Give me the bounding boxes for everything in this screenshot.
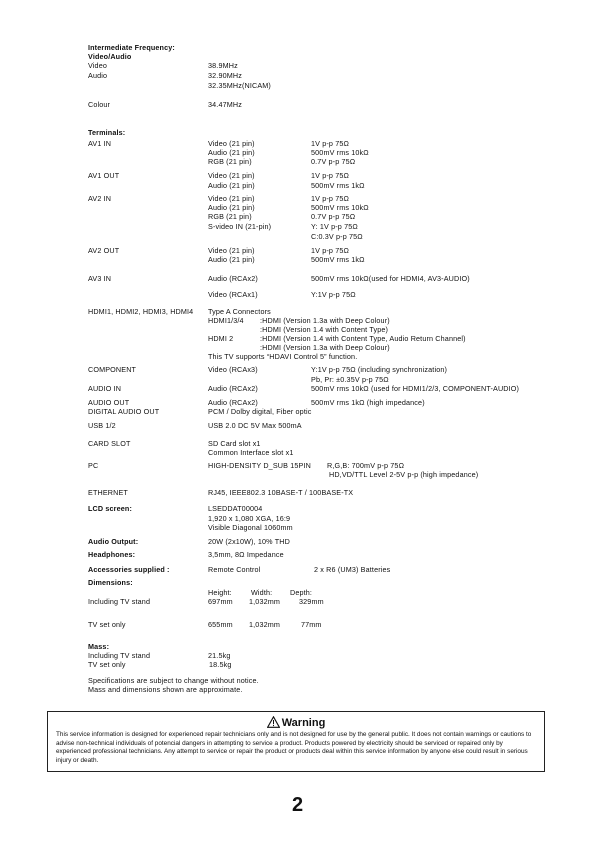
- mass-stand-label: Including TV stand: [88, 651, 151, 660]
- dimensions-depth-header: Depth:: [290, 588, 313, 597]
- av1-in-value: 0.7V p-p 75Ω: [311, 157, 356, 166]
- warning-triangle-icon: [267, 716, 280, 728]
- headphones-value: 3,5mm, 8Ω Impedance: [208, 550, 284, 559]
- lcd-label: LCD screen:: [88, 504, 132, 513]
- warning-box: [47, 711, 545, 772]
- hdmi-version: :HDMI (Version 1.4 with Content Type, Audio Return Channel): [260, 334, 466, 343]
- mass-stand-value: 21.5kg: [208, 651, 231, 660]
- card-slot-sd: SD Card slot x1: [208, 439, 261, 448]
- av3-in-value: Y:1V p-p 75Ω: [311, 290, 356, 299]
- dimensions-height-header: Height:: [208, 588, 232, 597]
- audio-out-label: AUDIO OUT: [88, 398, 130, 407]
- dimensions-stand-label: Including TV stand: [88, 597, 151, 606]
- hdmi-ports-134: HDMI1/3/4: [208, 316, 244, 325]
- card-slot-ci: Common Interface slot x1: [208, 448, 294, 457]
- audio-output-value: 20W (2x10W), 10% THD: [208, 537, 290, 546]
- dimensions-set-label: TV set only: [88, 620, 126, 629]
- page-number: 2: [291, 794, 304, 816]
- if-sub-heading: Video/Audio: [88, 52, 132, 61]
- av2-in-type: Video (21 pin): [208, 194, 255, 203]
- pc-sync-value: HD,VD/TTL Level 2-5V p-p (high impedance): [329, 470, 479, 479]
- audio-output-label: Audio Output:: [88, 537, 139, 546]
- if-heading: Intermediate Frequency:: [88, 43, 175, 52]
- av1-in-type: RGB (21 pin): [208, 157, 252, 166]
- audio-out-value: 500mV rms 1kΩ (high impedance): [311, 398, 425, 407]
- dimensions-set-width: 1,032mm: [249, 620, 281, 629]
- pc-rgb-value: R,G,B: 700mV p-p 75Ω: [327, 461, 405, 470]
- av3-in-type: Audio (RCAx2): [208, 274, 258, 283]
- component-value: Y:1V p-p 75Ω (including synchronization): [311, 365, 448, 374]
- lcd-panel-code: LSEDDAT00004: [208, 504, 263, 513]
- ethernet-label: ETHERNET: [88, 488, 128, 497]
- audio-in-label: AUDIO IN: [88, 384, 122, 393]
- av3-in-label: AV3 IN: [88, 274, 112, 283]
- if-video-value: 38.9MHz: [208, 61, 238, 70]
- av1-out-label: AV1 OUT: [88, 171, 120, 180]
- mass-set-label: TV set only: [88, 660, 126, 669]
- note-approximate: Mass and dimensions shown are approximate.: [88, 685, 243, 694]
- hdmi-label: HDMI1, HDMI2, HDMI3, HDMI4: [88, 307, 194, 316]
- av2-out-label: AV2 OUT: [88, 246, 120, 255]
- if-video-label: Video: [88, 61, 108, 70]
- note-spec-change: Specifications are subject to change without notice.: [88, 676, 259, 685]
- dimensions-label: Dimensions:: [88, 578, 133, 587]
- if-audio-value: 32.90MHz: [208, 71, 242, 80]
- if-audio-value-nicam: 32.35MHz(NICAM): [208, 81, 271, 90]
- av2-out-value: 500mV rms 1kΩ: [311, 255, 365, 264]
- warning-body: This service information is designed for experienced repair technicians only and is not designed for use by the general public. It does not contain warnings or cautions to advise non-technical individuals of potencial dangers in attempting to service a product. Products powered by electricity should be serviced or repaired only by experienced professional technicians. Any attempt to service or repair the product or products deal within this service information by anyone else could result in serious injury or death.: [56, 731, 532, 765]
- pc-label: PC: [88, 461, 99, 470]
- if-colour-label: Colour: [88, 100, 111, 109]
- av2-in-value: C:0.3V p-p 75Ω: [311, 232, 363, 241]
- dimensions-stand-width: 1,032mm: [249, 597, 281, 606]
- digital-audio-out-label: DIGITAL AUDIO OUT: [88, 407, 160, 416]
- av1-in-value: 1V p-p 75Ω: [311, 139, 350, 148]
- usb-value: USB 2.0 DC 5V Max 500mA: [208, 421, 302, 430]
- digital-audio-out-value: PCM / Dolby digital, Fiber optic: [208, 407, 312, 416]
- av1-out-value: 500mV rms 1kΩ: [311, 181, 365, 190]
- dimensions-set-height: 655mm: [208, 620, 233, 629]
- av2-in-value: 500mV rms 10kΩ: [311, 203, 369, 212]
- dimensions-stand-depth: 329mm: [299, 597, 324, 606]
- lcd-diagonal: Visible Diagonal 1060mm: [208, 523, 293, 532]
- av2-in-value: Y: 1V p-p 75Ω: [311, 222, 358, 231]
- av2-in-value: 1V p-p 75Ω: [311, 194, 350, 203]
- component-value: Pb, Pr: ±0.35V p-p 75Ω: [311, 375, 389, 384]
- hdmi-port-2: HDMI 2: [208, 334, 234, 343]
- av3-in-type: Video (RCAx1): [208, 290, 258, 299]
- terminals-heading: Terminals:: [88, 128, 126, 137]
- audio-out-type: Audio (RCAx2): [208, 398, 258, 407]
- av2-out-type: Video (21 pin): [208, 246, 255, 255]
- audio-in-type: Audio (RCAx2): [208, 384, 258, 393]
- av2-in-value: 0.7V p-p 75Ω: [311, 212, 356, 221]
- usb-label: USB 1/2: [88, 421, 116, 430]
- av1-in-label: AV1 IN: [88, 139, 112, 148]
- dimensions-width-header: Width:: [251, 588, 273, 597]
- av2-out-type: Audio (21 pin): [208, 255, 255, 264]
- accessories-batteries: 2 x R6 (UM3) Batteries: [314, 565, 391, 574]
- av2-in-type: Audio (21 pin): [208, 203, 255, 212]
- mass-set-value: 18.5kg: [209, 660, 232, 669]
- av1-in-type: Audio (21 pin): [208, 148, 255, 157]
- accessories-remote: Remote Control: [208, 565, 261, 574]
- hdmi-version: :HDMI (Version 1.3a with Deep Colour): [260, 343, 390, 352]
- component-label: COMPONENT: [88, 365, 137, 374]
- audio-in-value: 500mV rms 10kΩ (used for HDMI1/2/3, COMPONENT-AUDIO): [311, 384, 520, 393]
- av1-out-type: Audio (21 pin): [208, 181, 255, 190]
- pc-connector: HIGH-DENSITY D_SUB 15PIN: [208, 461, 311, 470]
- hdmi-version: :HDMI (Version 1.4 with Content Type): [260, 325, 389, 334]
- av3-in-value: 500mV rms 10kΩ(used for HDMI4, AV3-AUDIO): [311, 274, 470, 283]
- hdmi-connector-type: Type A Connectors: [208, 307, 271, 316]
- warning-title: Warning: [281, 717, 326, 729]
- dimensions-stand-height: 697mm: [208, 597, 233, 606]
- ethernet-value: RJ45, IEEE802.3 10BASE-T / 100BASE-TX: [208, 488, 354, 497]
- hdmi-version: :HDMI (Version 1.3a with Deep Colour): [260, 316, 390, 325]
- av1-in-value: 500mV rms 10kΩ: [311, 148, 369, 157]
- if-audio-label: Audio: [88, 71, 108, 80]
- dimensions-set-depth: 77mm: [301, 620, 322, 629]
- card-slot-label: CARD SLOT: [88, 439, 131, 448]
- accessories-label: Accessories supplied :: [88, 565, 170, 574]
- av1-out-type: Video (21 pin): [208, 171, 255, 180]
- av1-out-value: 1V p-p 75Ω: [311, 171, 350, 180]
- mass-label: Mass:: [88, 642, 110, 651]
- component-type: Video (RCAx3): [208, 365, 258, 374]
- warning-title-row: [48, 716, 544, 730]
- av2-in-type: S-video IN (21-pin): [208, 222, 272, 231]
- av2-out-value: 1V p-p 75Ω: [311, 246, 350, 255]
- av2-in-label: AV2 IN: [88, 194, 112, 203]
- lcd-resolution: 1,920 x 1,080 XGA, 16:9: [208, 514, 291, 523]
- headphones-label: Headphones:: [88, 550, 136, 559]
- if-colour-value: 34.47MHz: [208, 100, 242, 109]
- hdavi-note: This TV supports “HDAVI Control 5” function.: [208, 352, 358, 361]
- av1-in-type: Video (21 pin): [208, 139, 255, 148]
- av2-in-type: RGB (21 pin): [208, 212, 252, 221]
